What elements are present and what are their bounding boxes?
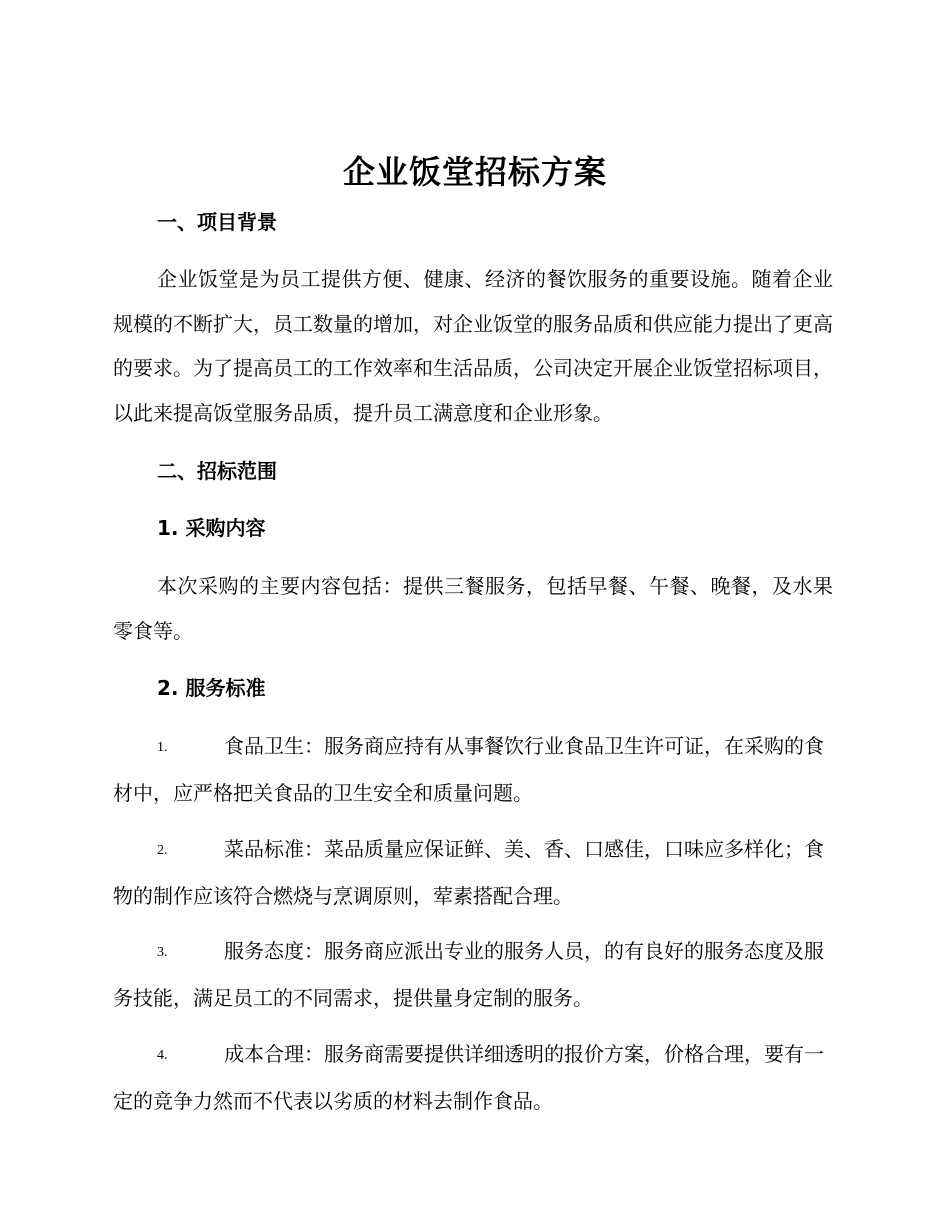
section-heading-tender-scope: 二、招标范围 (157, 459, 277, 483)
project-background-paragraph: 企业饭堂是为员工提供方便、健康、经济的餐饮服务的重要设施。随着企业规模的不断扩大，员工数量的增加，对企业饭堂的服务品质和供应能力提出了更高的要求。为了提高员工的工作效率和生活品质，公司决定开展企业饭堂招标项目，以此来提高饭堂服务品质，提升员工满意度和企业形象。 (113, 267, 833, 425)
document-title: 企业饭堂招标方案 (342, 153, 607, 191)
service-standard-item-dish-standard (113, 827, 833, 918)
list-number: 4. (157, 1048, 168, 1063)
list-number: 3. (157, 945, 168, 960)
service-standard-item-service-attitude (113, 929, 833, 1020)
service-standard-item-reasonable-cost (113, 1032, 833, 1123)
service-standard-item-food-hygiene (113, 724, 833, 815)
section-heading-project-background: 一、项目背景 (157, 210, 277, 234)
list-item-text: 成本合理：服务商需要提供详细透明的报价方案，价格合理，要有一定的竞争力然而不代表以劣质的材料去制作食品。 (113, 1042, 824, 1113)
list-number: 2. (157, 843, 168, 858)
list-item-text: 菜品标准：菜品质量应保证鲜、美、香、口感佳，口味应多样化；食物的制作应该符合燃烧与烹调原则，荤素搭配合理。 (113, 837, 824, 908)
subsection-heading-procurement-content: 1. 采购内容 (157, 516, 266, 540)
list-number: 1. (157, 740, 168, 755)
subsection-heading-service-standards: 2. 服务标准 (157, 676, 266, 700)
list-item-text: 食品卫生：服务商应持有从事餐饮行业食品卫生许可证，在采购的食材中，应严格把关食品的卫生安全和质量问题。 (113, 734, 824, 805)
list-item-text: 服务态度：服务商应派出专业的服务人员，的有良好的服务态度及服务技能，满足员工的不同需求，提供量身定制的服务。 (113, 939, 824, 1010)
procurement-content-paragraph: 本次采购的主要内容包括：提供三餐服务，包括早餐、午餐、晚餐，及水果零食等。 (113, 574, 833, 643)
